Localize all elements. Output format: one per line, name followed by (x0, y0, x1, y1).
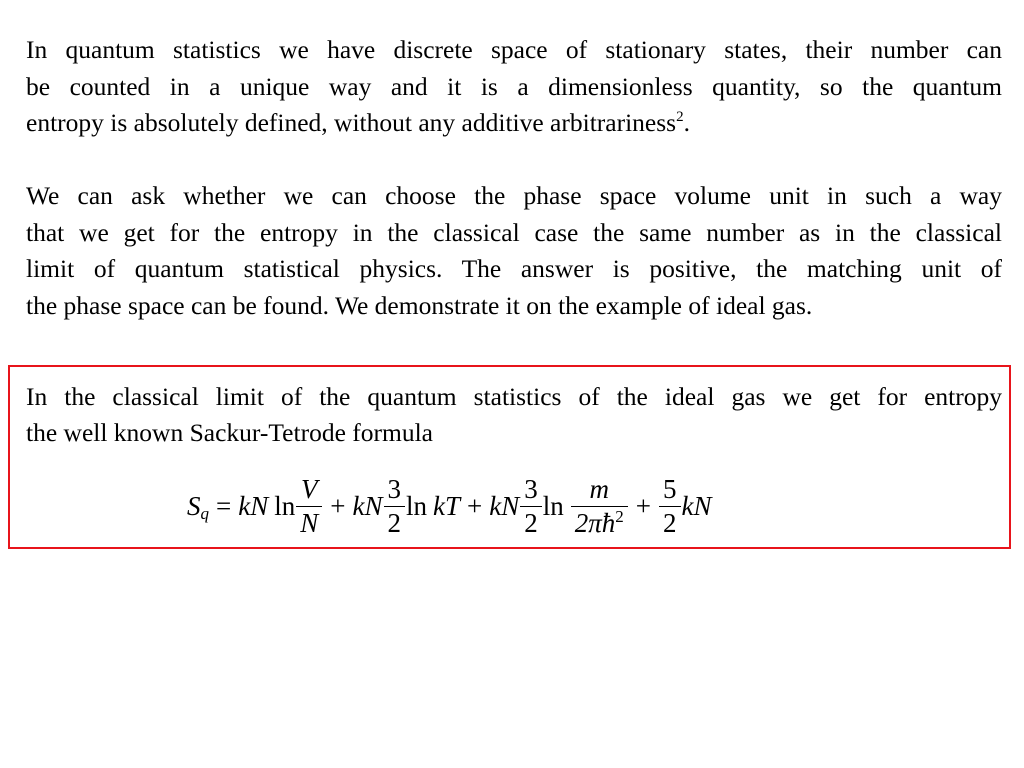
formula-fraction (573, 473, 626, 538)
formula-symbol: 2πħ (574, 507, 616, 538)
paragraph-sackur-tetrode (26, 379, 1002, 451)
formula-symbol: S (187, 490, 201, 521)
fraction-numerator: 3 (524, 473, 538, 504)
formula-fraction (661, 473, 679, 538)
text-line: be counted in a unique way and it is a dimensionless quantity, so the quantum (26, 71, 1002, 101)
formula-function: ln (406, 490, 428, 521)
text-line: We can ask whether we can choose the phase space volume unit in such a way (26, 181, 1002, 210)
text-line (26, 105, 1002, 142)
text-line: that we get for the entropy in the classical case the same number as in the classical (26, 217, 1002, 247)
fraction-denominator: N (296, 506, 322, 537)
fraction-numerator: 3 (387, 473, 401, 504)
text-line: limit of quantum statistical physics. The answer is positive, the matching unit of (26, 254, 1002, 283)
formula-fraction (298, 473, 320, 538)
paragraph-quantum-entropy (26, 32, 1002, 142)
text-fragment: . (683, 108, 690, 137)
formula-function: ln (274, 490, 296, 521)
formula-fraction (522, 473, 540, 538)
text-line: the well known Sackur-Tetrode formula (26, 418, 433, 447)
formula-subscript: q (200, 504, 209, 523)
formula-symbol: kT (433, 490, 461, 521)
fraction-numerator: m (589, 473, 610, 504)
text-line: the phase space can be found. We demonstrate it on the example of ideal gas. (26, 290, 813, 320)
formula-symbol: kN (681, 490, 712, 521)
text-line: In the classical limit of the quantum statistics of the ideal gas we get for entropy (26, 382, 1002, 411)
formula-function: ln (542, 490, 564, 521)
paragraph-phase-space-unit (26, 178, 1002, 324)
formula-symbol: kN (352, 490, 383, 521)
text-line: In quantum statistics we have discrete space of stationary states, their number can (26, 35, 1002, 64)
formula-operator: + (467, 490, 483, 521)
formula-fraction (386, 473, 404, 538)
formula-symbol: kN (238, 490, 269, 521)
fraction-denominator: 2 (384, 506, 406, 537)
sackur-tetrode-formula (187, 470, 712, 542)
fraction-numerator: V (301, 473, 318, 504)
formula-operator: = (216, 490, 232, 521)
formula-operator: + (330, 490, 346, 521)
fraction-denominator: 2 (659, 506, 681, 537)
text-fragment: entropy is absolutely defined, without any additive arbitrariness (26, 108, 677, 137)
fraction-denominator (571, 506, 628, 537)
formula-operator: + (635, 490, 652, 521)
formula-superscript: 2 (615, 506, 624, 526)
footnote-marker: 2 (676, 109, 684, 125)
formula-symbol: kN (489, 490, 520, 521)
fraction-numerator: 5 (663, 473, 677, 504)
fraction-denominator: 2 (520, 506, 542, 537)
